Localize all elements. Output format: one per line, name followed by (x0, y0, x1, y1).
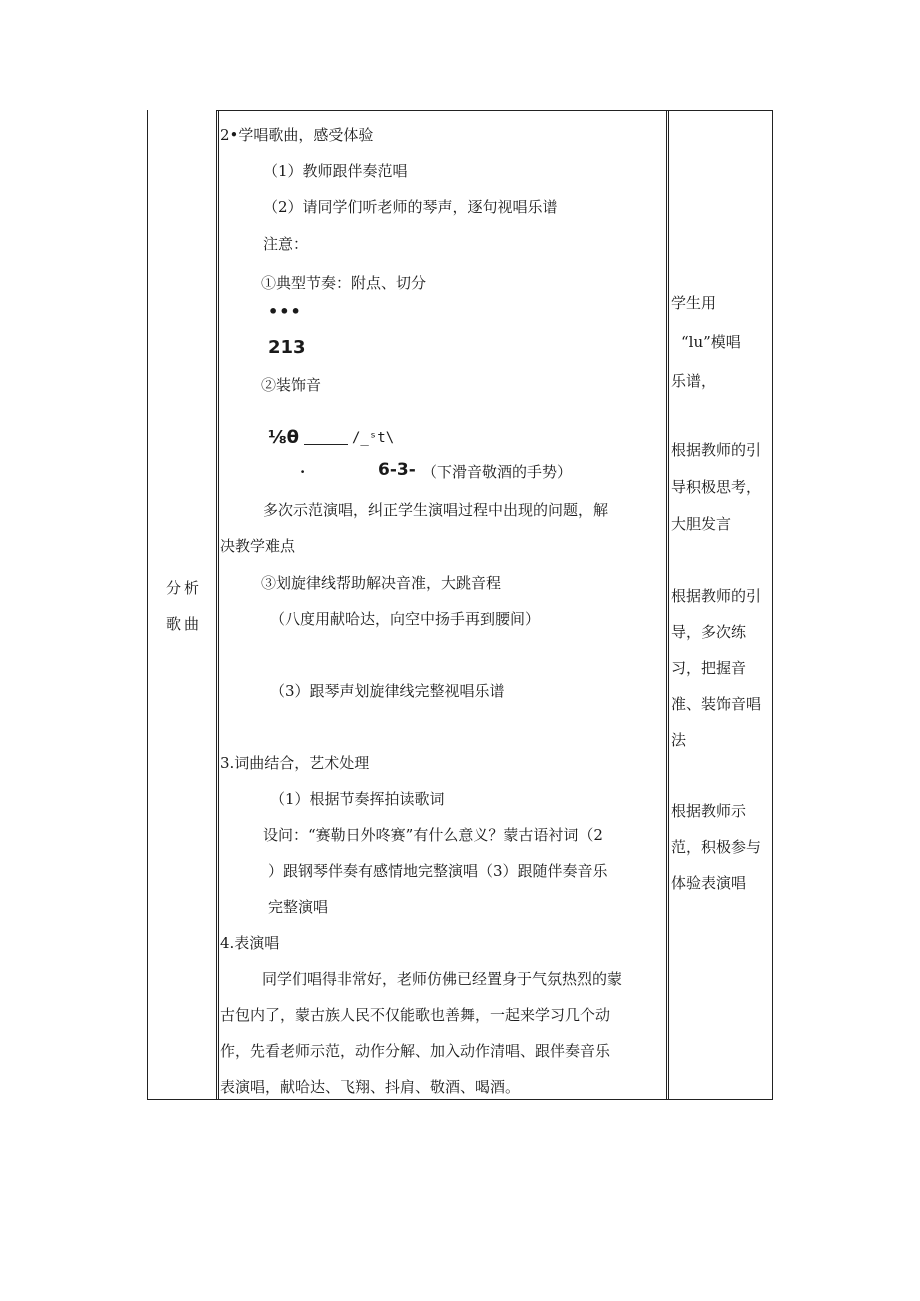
table-right-border (772, 110, 773, 1100)
demo-text-line2: 决教学难点 (220, 537, 296, 555)
student-activity-4-line3: 体验表演唱 (671, 874, 747, 892)
student-activity-3-line5: 法 (671, 731, 687, 749)
student-activity-3-line1: 根据教师的引 (671, 587, 762, 605)
ornament-symbol: ⅛θ (268, 427, 299, 448)
note-melody-desc: （八度用献哈达，向空中扬手再到腰间） (270, 610, 541, 628)
heading-performance: 4.表演唱 (220, 934, 280, 952)
student-activity-2-line3: 大胆发言 (671, 515, 732, 533)
heading-lyrics-music: 3.词曲结合，艺术处理 (220, 754, 370, 772)
item-sight-sing: （2）请同学们听老师的琴声，逐句视唱乐谱 (263, 198, 558, 216)
table-bottom-border (147, 1099, 773, 1100)
note-melody-line: ③划旋律线帮助解决音准，大跳音程 (261, 574, 502, 592)
performance-para-line1: 同学们唱得非常好，老师仿佛已经置身于气氛热烈的蒙 (262, 970, 623, 988)
question-line1: 设问：“赛勒日外咚赛”有什么意义？蒙古语衬词（2 (263, 826, 603, 844)
item-read-lyrics: （1）根据节奏挥拍读歌词 (270, 790, 445, 808)
ornament-dot: · (300, 463, 306, 481)
question-line2: ）跟钢琴伴奏有感情地完整演唱（3）跟随伴奏音乐 (268, 862, 608, 880)
note-rhythm: ①典型节奏：附点、切分 (261, 274, 427, 292)
rhythm-dots: ••• (268, 302, 302, 321)
student-activity-3-line4: 准、装饰音唱 (671, 695, 762, 713)
demo-text-line1: 多次示范演唱，纠正学生演唱过程中出现的问题，解 (263, 501, 609, 519)
student-activity-4-line1: 根据教师示 (671, 802, 747, 820)
item-teacher-demo: （1）教师跟伴奏范唱 (263, 162, 408, 180)
section-label-line1: 分析 (166, 579, 203, 597)
item-full-sight-sing: （3）跟琴声划旋律线完整视唱乐谱 (270, 682, 505, 700)
ornament-desc: （下滑音敬酒的手势） (422, 463, 573, 481)
student-activity-3-line3: 习，把握音 (671, 659, 747, 677)
ornament-notes: 6-3- (378, 460, 416, 480)
rhythm-notes: 213 (268, 337, 306, 358)
student-activity-1-line2: “lu”模唱 (681, 333, 741, 351)
performance-para-line3: 作，先看老师示范，动作分解、加入动作清唱、跟伴奏音乐 (220, 1042, 611, 1060)
student-activity-4-line2: 范，积极参与 (671, 838, 762, 856)
table-col-divider-2 (666, 110, 667, 1100)
table-left-border (147, 110, 148, 1100)
table-col-divider-1b (218, 110, 219, 1100)
performance-para-line4: 表演唱，献哈达、飞翔、抖肩、敬酒、喝酒。 (220, 1078, 521, 1096)
note-ornament: ②装饰音 (261, 376, 322, 394)
section-label-line2: 歌曲 (166, 615, 203, 633)
table-col-divider-1 (216, 110, 217, 1100)
student-activity-2-line1: 根据教师的引 (671, 441, 762, 459)
ornament-underline (304, 444, 348, 445)
student-activity-1-line3: 乐谱， (671, 372, 717, 390)
question-line3: 完整演唱 (268, 898, 329, 916)
performance-para-line2: 古包内了，蒙古族人民不仅能歌也善舞，一起来学习几个动 (220, 1006, 611, 1024)
student-activity-3-line2: 导，多次练 (671, 623, 747, 641)
student-activity-1-line1: 学生用 (671, 294, 717, 312)
student-activity-2-line2: 导积极思考， (671, 478, 762, 496)
table-top-border (217, 110, 773, 111)
table-col-divider-2b (668, 110, 669, 1100)
note-label: 注意： (263, 235, 309, 253)
ornament-slide: /_ˢt\ (352, 430, 395, 446)
heading-learn-song: 2•学唱歌曲，感受体验 (220, 126, 374, 144)
